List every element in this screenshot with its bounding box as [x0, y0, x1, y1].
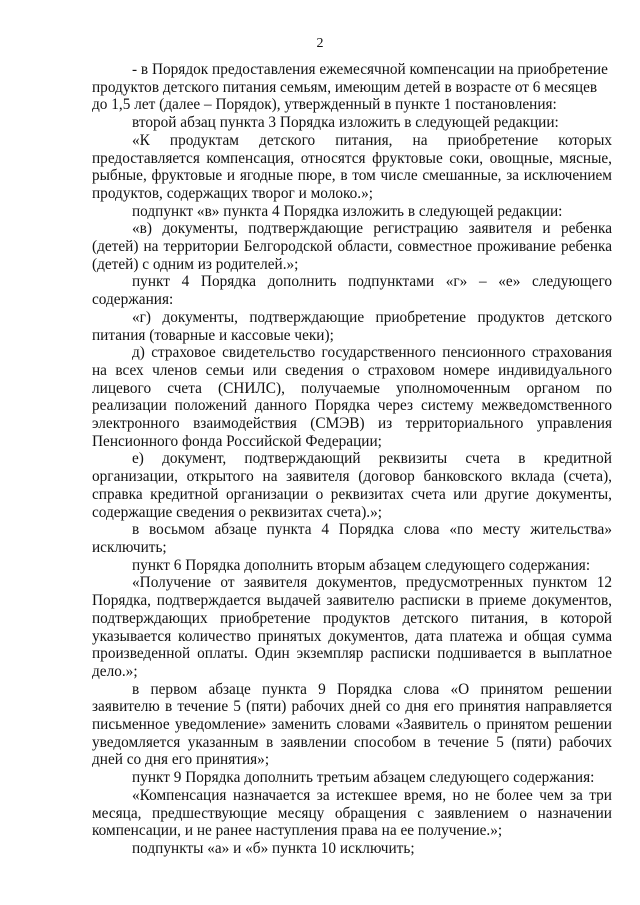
- paragraph-item3-new-text: «К продуктам детского питания, на приобретение которых предоставляется компенсация, относятся фруктовые соки, овощные, мясные, рыбные, фруктовые и ягодные пюре, в том числе смешанные, за исключением продуктов, содержащих творог и молоко.»;: [92, 131, 612, 202]
- paragraph-item6-new-text: «Получение от заявителя документов, предусмотренных пунктом 12 Порядка, подтверждается выдачей заявителю расписки в приеме документов, подтверждающих приобретение продуктов детского питания, в которой указывается количество принятых документов, дата платежа и общая сумма произведенной оплаты. Один экземпляр расписки подшивается в выплатное дело.»;: [92, 574, 612, 680]
- paragraph-item9-supplement: пункт 9 Порядка дополнить третьим абзацем следующего содержания:: [132, 769, 595, 787]
- paragraph-subitem-d: д) страховое свидетельство государственного пенсионного страхования на всех членов семьи или сведения о страховом номере индивидуального лицевого счета (СНИЛС), получаемые уполномоченным органом по реализации положений данного Порядка через систему межведомственного электронного взаимодействия (СМЭВ) из территориального управления Пенсионного фонда Российской Федерации;: [92, 344, 612, 450]
- paragraph-subitem-e: е) документ, подтверждающий реквизиты счета в кредитной организации, открытого на заявителя (договор банковского вклада (счета), справка кредитной организации о реквизитах счета или другие документы, содержащие сведения о реквизитах счета).»;: [92, 450, 612, 521]
- paragraph-item4-eighth-abzac: в восьмом абзаце пункта 4 Порядка слова «по месту жительства» исключить;: [92, 521, 612, 556]
- paragraph-item3-instruction: второй абзац пункта 3 Порядка изложить в следующей редакции:: [132, 114, 559, 132]
- paragraph-subitem-v-instruction: подпункт «в» пункта 4 Порядка изложить в следующей редакции:: [132, 202, 563, 220]
- paragraph-item4-supplement: пункт 4 Порядка дополнить подпунктами «г» – «е» следующего содержания:: [92, 273, 612, 309]
- paragraph-subitem-v-new-text: «в) документы, подтверждающие регистрацию заявителя и ребенка (детей) на территории Белгородской области, совместное проживание ребенка (детей) с одним из родителей.»;: [92, 220, 612, 273]
- paragraph-item6-supplement: пункт 6 Порядка дополнить вторым абзацем следующего содержания:: [132, 556, 591, 574]
- page-number: 2: [316, 36, 324, 51]
- document-body: [92, 61, 612, 858]
- paragraph-item9-new-text: «Компенсация назначается за истекшее время, но не более чем за три месяца, предшествующие месяцу обращения с заявлением о назначении компенсации, и не ранее наступления права на ее получение.»;: [92, 786, 612, 840]
- paragraph-item9-first-abzac: в первом абзаце пункта 9 Порядка слова «О принятом решении заявителю в течение 5 (пяти) рабочих дней со дня его принятия направляется письменное уведомление» заменить словами «Заявитель о принятом решении уведомляется указанным в заявлении способом в течение 5 (пяти) рабочих дней со дня его принятия»;: [92, 680, 612, 769]
- paragraph-subitem-g: «г) документы, подтверждающие приобретение продуктов детского питания (товарные и кассовые чеки);: [92, 308, 612, 344]
- paragraph-procedure-intro: - в Порядок предоставления ежемесячной компенсации на приобретение продуктов детского питания семьям, имеющим детей в возрасте от 6 месяцев до 1,5 лет (далее – Порядок), утвержденный в пункте 1 постановления:: [92, 61, 608, 114]
- paragraph-item10-exclusion: подпункты «а» и «б» пункта 10 исключить;: [132, 839, 415, 857]
